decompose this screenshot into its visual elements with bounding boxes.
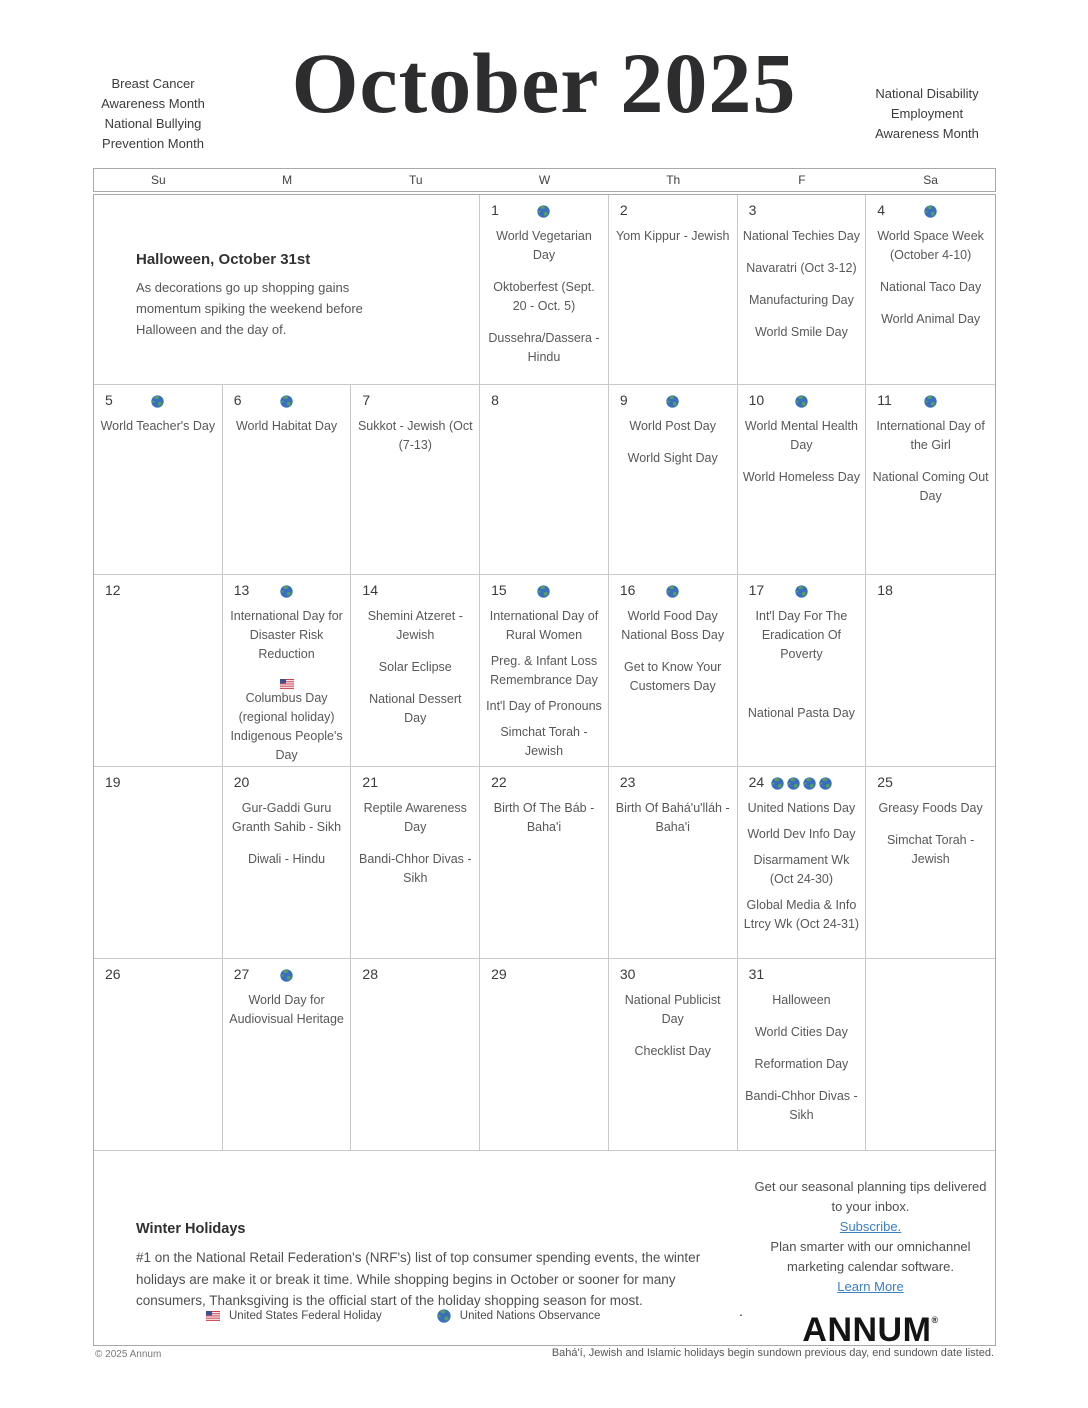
day-cell-header (866, 392, 995, 416)
un-observance-globe-icon (666, 393, 679, 411)
day-cell (94, 959, 223, 1151)
day-cell (866, 959, 995, 1151)
day-events (223, 606, 351, 765)
weekday-label: F (798, 173, 806, 187)
event-label: Simchat Torah - Jewish (886, 833, 975, 866)
un-observance-globe-icon (819, 775, 832, 793)
event-label: International Day of the Girl (876, 419, 985, 452)
day-number: 24 (748, 774, 765, 790)
day-cell-header (738, 392, 866, 416)
day-events (866, 416, 995, 506)
day-events (738, 226, 866, 342)
day-cell-header (738, 582, 866, 606)
event-label: Reptile Awareness Day (363, 801, 467, 834)
day-cell-header (223, 392, 351, 416)
day-icons (609, 392, 737, 410)
day-events (609, 226, 737, 246)
day-events (480, 990, 608, 991)
day-number: 28 (362, 966, 378, 982)
event-label: Indigenous People's Day (230, 729, 343, 762)
day-cell (480, 575, 609, 767)
day-cell (94, 767, 223, 959)
day-icons (94, 392, 222, 410)
day-events (609, 990, 737, 1061)
copyright: © 2025 Annum (95, 1349, 162, 1360)
day-cell (866, 385, 995, 575)
promo-line-1: Get our seasonal planning tips delivered to your inbox. (754, 1179, 987, 1214)
weekday-label: Th (666, 173, 681, 187)
day-cell (738, 767, 867, 959)
day-cell (738, 575, 867, 767)
day-cell-header (223, 966, 351, 990)
day-cell-header (738, 202, 866, 226)
stray-period: . (739, 1303, 743, 1319)
annum-logo-text: ANNUM (802, 1311, 932, 1345)
us-federal-holiday-flag-icon (228, 677, 346, 689)
day-cell-header (866, 582, 995, 606)
annum-logo (754, 1301, 987, 1345)
day-cell (94, 385, 223, 575)
day-cell-header (480, 966, 608, 990)
day-number: 16 (619, 582, 636, 598)
day-cell (866, 767, 995, 959)
day-number: 20 (233, 774, 250, 790)
day-events (738, 798, 866, 934)
day-number: 5 (105, 392, 113, 408)
day-icons (223, 392, 351, 410)
event-label: National Publicist Day (624, 993, 721, 1026)
day-number: 15 (491, 582, 507, 598)
day-number: 31 (748, 966, 765, 982)
day-events (866, 798, 995, 869)
halloween-note-body: As decorations go up shopping gains momentum spiking the weekend before Halloween and the day of. (136, 280, 363, 337)
day-number: 17 (748, 582, 765, 598)
day-cell (480, 767, 609, 959)
legend-label: United States Federal Holiday (229, 1310, 382, 1322)
day-events (480, 606, 608, 767)
day-cell (738, 385, 867, 575)
event-label: United Nations Day (747, 801, 856, 815)
day-cell (223, 767, 352, 959)
day-icons (480, 202, 608, 220)
day-cell-header (609, 392, 737, 416)
day-events (866, 990, 995, 991)
event-label: World Dev Info Day (747, 827, 856, 841)
event-label: World Space Week (October 4-10) (877, 229, 984, 262)
legend-item (206, 1310, 382, 1322)
event-label: Preg. & Infant Loss Remembrance Day (490, 654, 598, 687)
event-label: National Taco Day (880, 280, 982, 294)
un-observance-globe-icon (924, 203, 937, 221)
event-label: Global Media & Info Ltrcy Wk (Oct 24-31) (743, 898, 860, 931)
event-label: Int'l Day For The Eradication Of Poverty (755, 609, 848, 661)
day-events (223, 416, 351, 436)
un-observance-globe-icon (151, 393, 164, 411)
day-cell-header (738, 774, 866, 798)
day-cell (609, 385, 738, 575)
day-cell-header (351, 774, 479, 798)
un-observance-globe-icon (924, 393, 937, 411)
event-label: National Coming Out Day (872, 470, 989, 503)
day-events (609, 416, 737, 468)
weekday-label: M (282, 173, 293, 187)
event-label: Solar Eclipse (378, 660, 452, 674)
day-cell-header (738, 966, 866, 990)
event-label: Gur-Gaddi Guru Granth Sahib - Sikh (232, 801, 342, 834)
day-cell-header (609, 202, 737, 226)
page-title: October 2025 (291, 35, 797, 131)
weekday-header-row (93, 168, 996, 192)
day-cell-header (609, 966, 737, 990)
learn-more-link[interactable]: Learn More (837, 1279, 904, 1294)
event-label: Columbus Day (regional holiday) (238, 691, 335, 724)
day-cell (94, 575, 223, 767)
day-number: 13 (233, 582, 250, 598)
promo-block (754, 1177, 987, 1345)
month-observances-right (862, 84, 992, 144)
event-label: Manufacturing Day (748, 293, 854, 307)
event-label: Int'l Day of Pronouns (486, 699, 602, 713)
day-number: 10 (748, 392, 765, 408)
day-number: 6 (233, 392, 242, 408)
event-label: World Day for Audiovisual Heritage (229, 993, 344, 1026)
day-icons (866, 202, 995, 220)
day-number: 19 (105, 774, 121, 790)
day-number: 18 (877, 582, 893, 598)
day-events (609, 606, 737, 696)
day-cell-header (223, 774, 351, 798)
day-events (480, 416, 608, 417)
legend (206, 1309, 600, 1323)
day-events (738, 990, 866, 1125)
event-label: Shemini Atzeret - Jewish (367, 609, 463, 642)
day-cell (866, 575, 995, 767)
event-label: World Vegetarian Day (496, 229, 592, 262)
day-events (866, 606, 995, 607)
day-number: 11 (877, 392, 892, 408)
day-cell-header (351, 392, 479, 416)
day-cell (351, 959, 480, 1151)
day-events (94, 798, 222, 799)
weekday-label: W (538, 173, 551, 187)
day-cell (480, 195, 609, 385)
event-label: World Homeless Day (742, 470, 860, 484)
winter-holidays-body: #1 on the National Retail Federation's (NRF's) list of top consumer spending events, the winter holidays are make it or break it time. While shopping begins in October or sooner for many consumers, Thanksgiving is the official start of the holiday shopping season for most. (136, 1250, 701, 1308)
day-events (223, 798, 351, 869)
un-observance-globe-icon (280, 393, 293, 411)
day-events (94, 606, 222, 607)
us-federal-holiday-flag-icon (206, 1310, 220, 1322)
day-events (738, 606, 866, 723)
halloween-note-title: Halloween, October 31st (136, 251, 311, 268)
event-label: Diwali - Hindu (248, 852, 326, 866)
day-number: 25 (877, 774, 893, 790)
event-label: World Sight Day (627, 451, 718, 465)
day-events (94, 990, 222, 991)
event-label: Disarmament Wk (Oct 24-30) (753, 853, 850, 886)
day-cell (866, 195, 995, 385)
weekday-label: Tu (409, 173, 423, 187)
day-cell-header (866, 966, 995, 990)
day-cell-header (94, 392, 222, 416)
day-number: 7 (362, 392, 371, 408)
event-label: National Pasta Day (747, 706, 855, 720)
legend-item (437, 1309, 601, 1323)
day-cell (480, 959, 609, 1151)
event-label: Bandi-Chhor Divas - Sikh (745, 1089, 858, 1122)
day-number: 1 (491, 202, 499, 218)
legend-label: United Nations Observance (459, 1310, 601, 1322)
day-events (480, 226, 608, 367)
day-cell (223, 575, 352, 767)
day-number: 14 (362, 582, 378, 598)
un-observance-globe-icon (666, 583, 679, 601)
day-cell (609, 195, 738, 385)
day-events (351, 416, 479, 455)
un-observance-globe-icon (537, 583, 550, 601)
event-label: Halloween (772, 993, 831, 1007)
event-label: Bandi-Chhor Divas - Sikh (359, 852, 472, 885)
event-label: Checklist Day (634, 1044, 711, 1058)
weekday-label: Su (151, 173, 166, 187)
day-events (351, 990, 479, 991)
day-cell-header (223, 582, 351, 606)
day-number: 3 (748, 202, 757, 218)
day-cell (609, 767, 738, 959)
un-observance-globe-icon (795, 583, 808, 601)
event-label: World Mental Health Day (744, 419, 858, 452)
day-number: 8 (491, 392, 499, 408)
day-cell-header (480, 202, 608, 226)
weekday-label: Sa (923, 173, 938, 187)
event-label: Navaratri (Oct 3-12) (746, 261, 857, 275)
day-cell (609, 959, 738, 1151)
day-cell (351, 385, 480, 575)
day-cell (738, 195, 867, 385)
day-cell (223, 959, 352, 1151)
day-events (866, 226, 995, 329)
event-label: World Teacher's Day (100, 419, 216, 433)
bottom-section (94, 1151, 995, 1345)
promo-line-2: Plan smarter with our omnichannel marketing calendar software. (770, 1239, 971, 1274)
day-number: 4 (877, 202, 886, 218)
event-label: National Boss Day (621, 628, 725, 642)
event-label: World Smile Day (754, 325, 848, 339)
un-observance-globe-icon (537, 203, 550, 221)
un-observance-globe-icon (795, 393, 808, 411)
event-label: Greasy Foods Day (878, 801, 983, 815)
day-number: 30 (619, 966, 636, 982)
day-number: 29 (491, 966, 507, 982)
un-observance-globe-icon (437, 1309, 451, 1323)
un-observance-globe-icon (771, 775, 784, 793)
un-observance-globe-icon (803, 775, 816, 793)
event-label: World Habitat Day (235, 419, 338, 433)
event-label: Reformation Day (754, 1057, 849, 1071)
event-label: National Dessert Day (369, 692, 462, 725)
calendar-grid (93, 194, 996, 1346)
day-number: 27 (233, 966, 250, 982)
event-label: International Day of Rural Women (489, 609, 599, 642)
event-label: World Food Day (627, 609, 718, 623)
event-label: National Techies Day (742, 229, 861, 243)
observance-label: Breast Cancer Awareness Month (101, 76, 205, 111)
day-number: 26 (105, 966, 121, 982)
day-cell (480, 385, 609, 575)
event-label: Oktoberfest (Sept. 20 - Oct. 5) (493, 280, 595, 313)
day-cell-header (94, 966, 222, 990)
event-label: Dussehra/Dassera - Hindu (488, 331, 600, 364)
day-cell (351, 575, 480, 767)
day-events (738, 416, 866, 487)
event-label: Sukkot - Jewish (Oct (7-13) (357, 419, 473, 452)
day-number: 9 (619, 392, 628, 408)
event-label: International Day for Disaster Risk Reduction (230, 609, 343, 661)
day-cell-header (609, 582, 737, 606)
day-number: 22 (491, 774, 507, 790)
day-cell (738, 959, 867, 1151)
event-label: World Animal Day (881, 312, 981, 326)
event-label: Get to Know Your Customers Day (624, 660, 722, 693)
day-cell (609, 575, 738, 767)
event-label: World Post Day (629, 419, 716, 433)
day-events (351, 798, 479, 888)
day-events (351, 606, 479, 728)
day-cell (351, 767, 480, 959)
event-label: Birth Of Bahá'u'lláh - Baha'i (615, 801, 730, 834)
day-number: 12 (105, 582, 121, 598)
day-cell-header (480, 392, 608, 416)
halloween-note-cell (94, 195, 480, 385)
event-label: Yom Kippur - Jewish (615, 229, 730, 243)
day-cell-header (866, 202, 995, 226)
event-label: Birth Of The Báb - Baha'i (493, 801, 595, 834)
day-cell-header (609, 774, 737, 798)
day-cell-header (351, 582, 479, 606)
day-cell-header (94, 774, 222, 798)
subscribe-link[interactable]: Subscribe. (839, 1219, 902, 1234)
un-observance-globe-icon (787, 775, 800, 793)
registered-mark: ® (931, 1315, 939, 1325)
winter-holidays-title: Winter Holidays (136, 1221, 246, 1237)
day-events (223, 990, 351, 1029)
day-events (609, 798, 737, 837)
day-number: 23 (619, 774, 636, 790)
day-cell-header (480, 582, 608, 606)
observance-label: National Disability Employment Awareness Month (875, 86, 979, 141)
day-number: 2 (619, 202, 628, 218)
holiday-disclaimer: Bahá'í, Jewish and Islamic holidays begin sundown previous day, end sundown date listed. (551, 1347, 994, 1359)
day-events (480, 798, 608, 837)
day-cell-header (480, 774, 608, 798)
day-cell-header (866, 774, 995, 798)
event-label: Simchat Torah - Jewish (500, 725, 588, 758)
day-cell-header (94, 582, 222, 606)
day-cell-header (351, 966, 479, 990)
observance-label: National Bullying Prevention Month (102, 116, 204, 151)
day-cell (223, 385, 352, 575)
un-observance-globe-icon (280, 967, 293, 985)
un-observance-globe-icon (280, 583, 293, 601)
day-number: 21 (362, 774, 378, 790)
day-events (94, 416, 222, 436)
event-label: World Cities Day (754, 1025, 848, 1039)
